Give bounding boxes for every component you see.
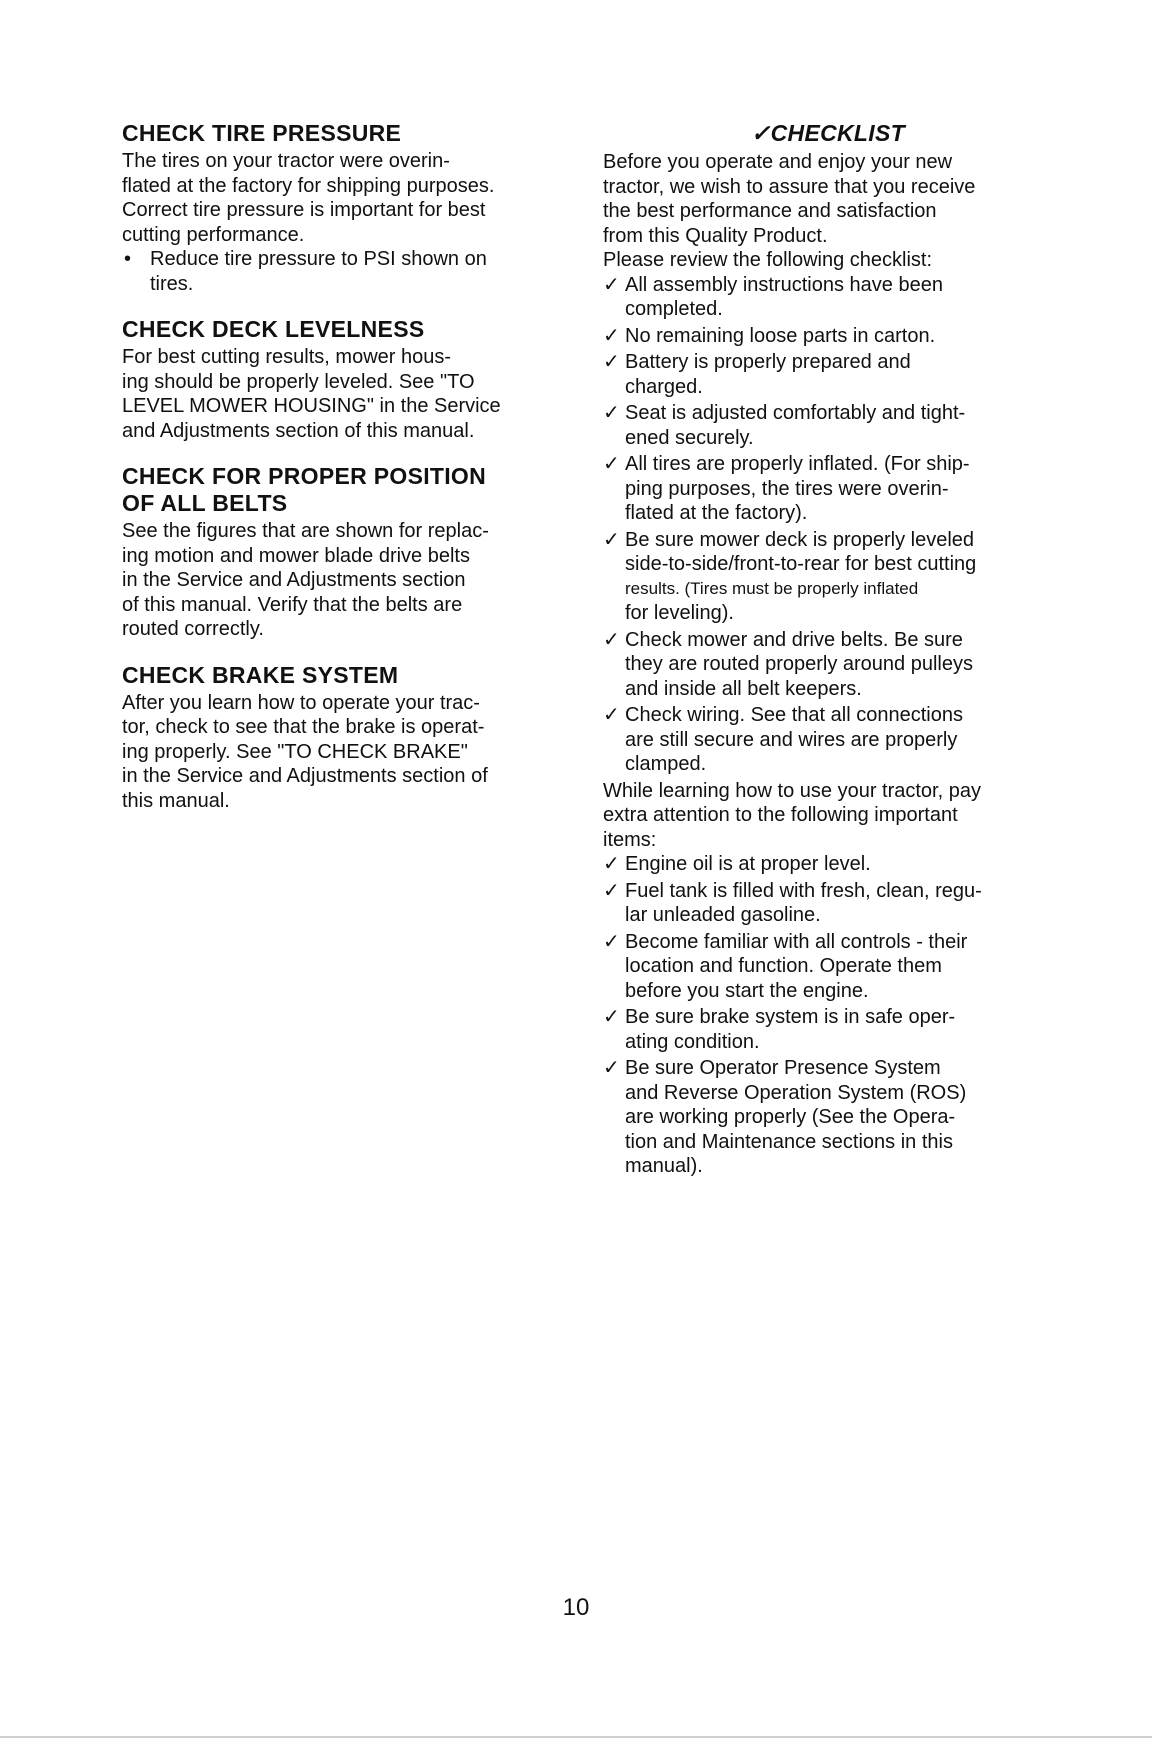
text-line: extra attention to the following important [603,804,958,826]
text-line: No remaining loose parts in carton. [625,324,936,347]
checklist-item [603,930,1053,1004]
checklist-item [603,1005,1053,1054]
text-line: Be sure brake system is in safe oper- [625,1006,956,1028]
checkmark-icon: ✓ [603,853,620,875]
checklist-before-operation [603,273,1053,777]
tire-pressure-text [122,149,592,247]
checkmark-icon: ✓ [603,628,620,651]
text-line: LEVEL MOWER HOUSING" in the Service [122,395,501,417]
text-line: before you start the engine. [625,979,869,1002]
text-line: this manual. [122,789,230,812]
checkmark-icon: ✓ [603,879,620,902]
text-line: flated at the factory). [625,502,808,524]
text-line: tractor, we wish to assure that you receive [603,175,976,198]
text-line: tion and Maintenance sections in this [625,1130,953,1153]
belts-text [122,519,592,642]
text-line: from this Quality Product. [603,224,828,247]
text-line: the best performance and satisfaction [603,200,937,222]
checklist-middle-text [603,779,1053,853]
text-line: of this manual. Verify that the belts are [122,593,463,616]
text-line: All tires are properly inflated. (For ship- [625,453,970,475]
checkmark-icon: ✓ [603,704,620,726]
checkmark-icon: ✓ [603,324,620,347]
text-line: While learning how to use your tractor, pay [603,779,981,802]
text-line: After you learn how to operate your trac- [122,691,480,714]
bullet-icon: • [124,248,132,270]
text-line: manual). [625,1155,703,1177]
checklist-item [603,350,1053,399]
page-number: 10 [562,1594,590,1621]
text-line: ing should be properly leveled. See "TO [122,370,475,393]
belts-section [122,463,592,642]
text-line: For best cutting results, mower hous- [122,346,452,368]
brake-system-heading: CHECK BRAKE SYSTEM [122,661,399,688]
text-line: items: [603,828,657,851]
heading-line: CHECK FOR PROPER POSITION [122,463,487,489]
deck-levelness-section [122,316,592,443]
checkmark-icon: ✓ [603,1006,620,1028]
heading-line: OF ALL BELTS [122,490,288,516]
left-column [122,120,592,813]
tire-pressure-bullets [122,247,592,296]
checkmark-icon: ✓ [603,351,620,373]
checklist-item [603,273,1053,322]
right-column [603,120,1053,1181]
text-line: in the Service and Adjustments section of [122,765,488,787]
text-line: Before you operate and enjoy your new [603,151,953,173]
text-line: lar unleaded gasoline. [625,904,821,926]
text-line: The tires on your tractor were overin- [122,150,450,172]
text-line: routed correctly. [122,618,264,640]
text-line: and Adjustments section of this manual. [122,419,475,442]
text-line: Correct tire pressure is important for best [122,199,486,221]
text-line: Fuel tank is filled with fresh, clean, regu- [625,879,982,902]
checklist-intro [603,150,1053,273]
checkmark-icon: ✓ [603,930,620,953]
text-line: clamped. [625,753,707,775]
text-line: charged. [625,375,703,398]
text-line: ping purposes, the tires were overin- [625,477,949,500]
bottom-divider [0,1736,1152,1738]
checklist-item [603,703,1053,777]
checklist-item [603,628,1053,702]
text-line: All assembly instructions have been [625,273,943,296]
text-line: Be sure Operator Presence System [625,1057,941,1079]
text-line: Engine oil is at proper level. [625,853,871,875]
text-line: Check wiring. See that all connections [625,704,963,726]
text-line: for leveling). [625,602,734,624]
text-line: Reduce tire pressure to PSI shown on [150,248,487,270]
text-line: Check mower and drive belts. Be sure [625,628,963,651]
checklist-item [603,324,1053,349]
checklist-item [603,852,1053,877]
text-line: and Reverse Operation System (ROS) [625,1081,967,1104]
text-line: and inside all belt keepers. [625,677,862,700]
checkmark-icon: ✓ [603,453,620,475]
text-line: completed. [625,298,723,320]
text-line: side-to-side/front-to-rear for best cutting [625,553,977,575]
checklist-item [603,528,1053,626]
text-line: Battery is properly prepared and [625,351,911,373]
checkmark-icon: ✓ [603,273,620,296]
brake-system-section [122,662,592,814]
text-line: cutting performance. [122,223,305,246]
text-line: ating condition. [625,1030,760,1053]
text-line: they are routed properly around pulleys [625,653,973,675]
text-line: Seat is adjusted comfortably and tight- [625,402,966,424]
deck-levelness-heading: CHECK DECK LEVELNESS [122,316,425,342]
checklist-item [603,1056,1053,1179]
text-line: tires. [150,272,194,295]
deck-levelness-text [122,345,592,443]
text-line: are still secure and wires are properly [625,728,958,751]
text-line: Be sure mower deck is properly leveled [625,528,975,551]
checkmark-icon: ✓ [603,528,620,551]
checklist-item [603,452,1053,526]
checklist-item [603,401,1053,450]
text-line: ing properly. See "TO CHECK BRAKE" [122,740,468,763]
text-line: are working properly (See the Opera- [625,1106,956,1128]
text-line: See the figures that are shown for replac- [122,520,489,542]
belts-heading [122,463,592,517]
checkmark-icon: ✓ [603,1057,620,1079]
text-line: location and function. Operate them [625,955,942,977]
tire-pressure-heading: CHECK TIRE PRESSURE [122,120,402,146]
checklist-item [603,879,1053,928]
checklist-important-items [603,852,1053,1179]
checkmark-icon: ✓ [603,402,620,424]
checklist-title: ✓CHECKLIST [751,120,905,146]
text-line: in the Service and Adjustments section [122,569,466,591]
tire-pressure-section [122,120,592,296]
text-line: tor, check to see that the brake is operat- [122,716,485,738]
text-line: Become familiar with all controls - their [625,930,968,953]
text-line: results. (Tires must be properly inflated [625,578,919,598]
text-line: ened securely. [625,426,754,449]
text-line: flated at the factory for shipping purposes. [122,174,495,197]
list-item [122,247,592,296]
text-line: ing motion and mower blade drive belts [122,544,470,567]
brake-system-text [122,691,592,814]
text-line: Please review the following checklist: [603,249,933,271]
